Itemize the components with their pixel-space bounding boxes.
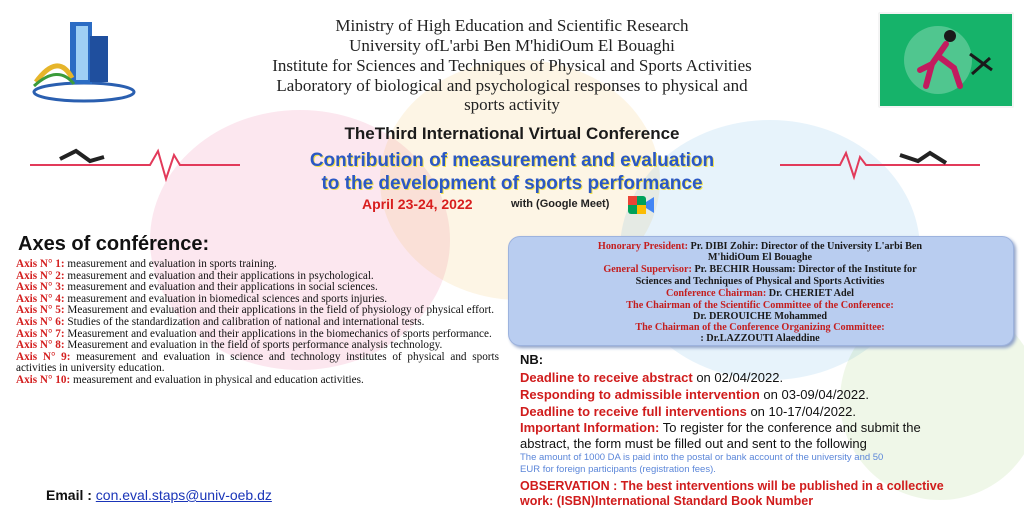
deadline-abstract: Deadline to receive abstract on 02/04/2022.	[520, 370, 784, 385]
email-row	[46, 487, 272, 503]
axes-list	[16, 259, 499, 387]
header-university: University ofL'arbi Ben M'hidiOum El Bouaghi	[349, 36, 675, 55]
scientific-committee-name: Dr. DEROUICHE Mohammed	[692, 311, 828, 322]
email-link[interactable]: con.eval.staps@univ-oeb.dz	[95, 487, 272, 503]
important-information: Important Information: To register for the conference and submit the	[520, 420, 921, 435]
nb-heading: NB:	[520, 352, 544, 367]
deadline-full: Deadline to receive full interventions on 10-17/04/2022.	[520, 404, 856, 419]
axis-item: Axis N° 7: Measurement and evaluation and their applications in the biomechanics of sports performance.	[16, 327, 492, 340]
general-supervisor: General Supervisor: Pr. BECHIR Houssam: Director of the Institute for	[603, 264, 917, 275]
observation-line-1: OBSERVATION : The best interventions will be published in a collective	[520, 479, 944, 493]
header-laboratory-cont: sports activity	[464, 95, 560, 114]
axis-item: Axis N° 1: measurement and evaluation in sports training.	[16, 258, 277, 270]
runner-icon	[880, 14, 1012, 106]
axis-item: Axis N° 9: measurement and evaluation in science and technology institutes of physical and sports activities in university education.	[16, 350, 499, 375]
header-ministry: Ministry of High Education and Scientific Research	[335, 16, 689, 35]
fee-line-2: EUR for foreign participants (registration fees).	[520, 464, 716, 475]
honorary-president: Honorary President: Pr. DIBI Zohir: Director of the University L'arbi Ben	[597, 241, 923, 252]
axis-item: Axis N° 6: Studies of the standardization and calibration of national and international tests.	[16, 315, 425, 328]
important-information-cont: abstract, the form must be filled out and sent to the following	[520, 436, 867, 451]
axis-item: Axis N° 5: Measurement and evaluation and their applications in the field of physiology of physical effort.	[16, 304, 495, 317]
conference-date: April 23-24, 2022	[362, 196, 473, 212]
axis-item: Axis N° 8: Measurement and evaluation in the field of sports performance analysis technology.	[16, 339, 443, 352]
conference-chairman: Conference Chairman: Dr. CHERIET Adel	[665, 288, 854, 299]
header-institute: Institute for Sciences and Techniques of Physical and Sports Activities	[272, 56, 752, 75]
deadline-response: Responding to admissible intervention on 03-09/04/2022.	[520, 387, 869, 402]
organizing-committee-name: : Dr.LAZZOUTI Alaeddine	[700, 333, 820, 344]
email-label: Email :	[46, 487, 92, 503]
axis-item: Axis N° 3: measurement and evaluation and their applications in social sciences.	[16, 281, 378, 294]
header-laboratory: Laboratory of biological and psychological responses to physical and	[276, 76, 748, 95]
general-supervisor-cont: Sciences and Techniques of Physical and Sports Activities	[635, 276, 885, 287]
axes-heading: Axes of conférence:	[18, 233, 210, 255]
axis-item: Axis N° 10: measurement and evaluation in physical and education activities.	[16, 373, 364, 386]
conference-title: TheThird International Virtual Conference	[344, 124, 680, 143]
axis-item: Axis N° 4: measurement and evaluation in biomedical sciences and sports injuries.	[16, 292, 388, 305]
meeting-platform: with (Google Meet)	[511, 198, 610, 210]
google-meet-icon	[627, 194, 655, 216]
axis-item: Axis N° 2: measurement and evaluation and their applications in psychological.	[16, 269, 374, 282]
main-title-line1: Contribution of measurement and evaluation	[309, 150, 715, 171]
main-title-line2: to the development of sports performance	[321, 173, 703, 194]
laboratory-logo	[878, 12, 1014, 108]
scientific-committee-chair: The Chairman of the Scientific Committee of the Conference:	[626, 300, 894, 311]
honorary-president-cont: M'hidiOum El Bouaghe	[707, 252, 813, 263]
fee-line-1: The amount of 1000 DA is paid into the postal or bank account of the university and 50	[520, 452, 884, 463]
organizing-committee-chair: The Chairman of the Conference Organizing Committee:	[635, 322, 885, 333]
observation-line-2: work: (ISBN)International Standard Book Number	[520, 494, 814, 508]
